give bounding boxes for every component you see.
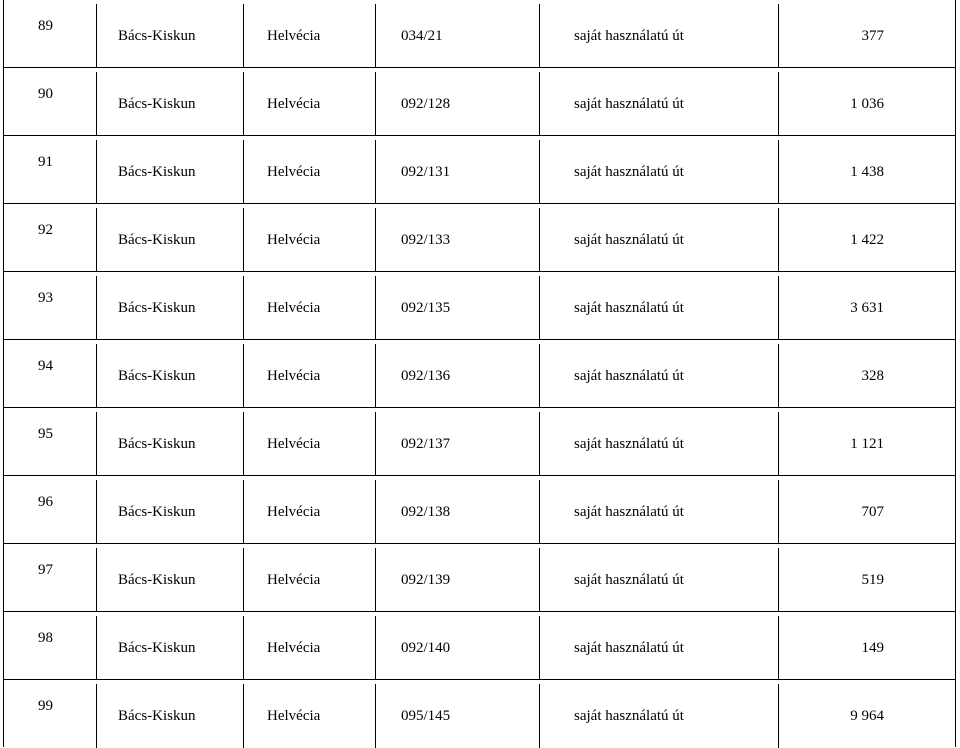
area-cell: 1 422 xyxy=(850,232,884,248)
table-row xyxy=(4,136,955,204)
column-divider xyxy=(539,276,540,339)
parcel-number-cell: 092/133 xyxy=(401,232,451,248)
column-divider xyxy=(243,480,244,543)
column-divider xyxy=(96,72,97,135)
column-divider xyxy=(375,276,376,339)
county-cell: Bács-Kiskun xyxy=(118,28,196,44)
column-divider xyxy=(96,548,97,611)
column-divider xyxy=(243,140,244,203)
area-cell: 377 xyxy=(861,28,884,44)
table-row xyxy=(4,408,955,476)
land-use-cell: saját használatú út xyxy=(574,300,684,316)
row-number: 94 xyxy=(38,358,53,374)
city-cell: Helvécia xyxy=(267,572,321,588)
column-divider xyxy=(778,4,779,67)
column-divider xyxy=(96,140,97,203)
row-number: 98 xyxy=(38,630,53,646)
county-cell: Bács-Kiskun xyxy=(118,96,196,112)
county-cell: Bács-Kiskun xyxy=(118,708,196,724)
column-divider xyxy=(243,548,244,611)
area-cell: 1 438 xyxy=(850,164,884,180)
column-divider xyxy=(96,276,97,339)
column-divider xyxy=(778,548,779,611)
column-divider xyxy=(375,548,376,611)
column-divider xyxy=(96,684,97,748)
area-cell: 519 xyxy=(861,572,884,588)
table-row xyxy=(4,544,955,612)
column-divider xyxy=(96,412,97,475)
land-use-cell: saját használatú út xyxy=(574,164,684,180)
column-divider xyxy=(539,4,540,67)
land-use-cell: saját használatú út xyxy=(574,232,684,248)
parcel-table xyxy=(3,0,956,747)
county-cell: Bács-Kiskun xyxy=(118,300,196,316)
row-number: 91 xyxy=(38,154,53,170)
city-cell: Helvécia xyxy=(267,368,321,384)
table-row xyxy=(4,680,955,748)
city-cell: Helvécia xyxy=(267,436,321,452)
column-divider xyxy=(375,4,376,67)
parcel-number-cell: 092/139 xyxy=(401,572,451,588)
city-cell: Helvécia xyxy=(267,640,321,656)
table-row xyxy=(4,272,955,340)
column-divider xyxy=(375,412,376,475)
area-cell: 1 121 xyxy=(850,436,884,452)
parcel-number-cell: 092/136 xyxy=(401,368,451,384)
parcel-number-cell: 092/131 xyxy=(401,164,451,180)
county-cell: Bács-Kiskun xyxy=(118,504,196,520)
column-divider xyxy=(243,276,244,339)
parcel-number-cell: 095/145 xyxy=(401,708,451,724)
city-cell: Helvécia xyxy=(267,708,321,724)
column-divider xyxy=(243,344,244,407)
area-cell: 707 xyxy=(861,504,884,520)
column-divider xyxy=(539,344,540,407)
city-cell: Helvécia xyxy=(267,232,321,248)
column-divider xyxy=(375,140,376,203)
column-divider xyxy=(539,684,540,748)
column-divider xyxy=(243,4,244,67)
column-divider xyxy=(375,344,376,407)
land-use-cell: saját használatú út xyxy=(574,96,684,112)
city-cell: Helvécia xyxy=(267,300,321,316)
land-use-cell: saját használatú út xyxy=(574,572,684,588)
area-cell: 3 631 xyxy=(850,300,884,316)
parcel-number-cell: 092/140 xyxy=(401,640,451,656)
column-divider xyxy=(96,344,97,407)
table-row xyxy=(4,204,955,272)
column-divider xyxy=(96,480,97,543)
table-row xyxy=(4,0,955,68)
column-divider xyxy=(375,72,376,135)
column-divider xyxy=(243,684,244,748)
land-use-cell: saját használatú út xyxy=(574,504,684,520)
row-number: 89 xyxy=(38,18,53,34)
column-divider xyxy=(778,616,779,679)
city-cell: Helvécia xyxy=(267,96,321,112)
row-number: 92 xyxy=(38,222,53,238)
county-cell: Bács-Kiskun xyxy=(118,164,196,180)
column-divider xyxy=(375,684,376,748)
land-use-cell: saját használatú út xyxy=(574,640,684,656)
column-divider xyxy=(243,72,244,135)
land-use-cell: saját használatú út xyxy=(574,708,684,724)
area-cell: 9 964 xyxy=(850,708,884,724)
city-cell: Helvécia xyxy=(267,28,321,44)
column-divider xyxy=(243,616,244,679)
column-divider xyxy=(375,208,376,271)
column-divider xyxy=(539,548,540,611)
column-divider xyxy=(375,480,376,543)
city-cell: Helvécia xyxy=(267,164,321,180)
table-row xyxy=(4,340,955,408)
row-number: 99 xyxy=(38,698,53,714)
county-cell: Bács-Kiskun xyxy=(118,232,196,248)
land-use-cell: saját használatú út xyxy=(574,436,684,452)
parcel-number-cell: 092/138 xyxy=(401,504,451,520)
row-number: 90 xyxy=(38,86,53,102)
column-divider xyxy=(778,412,779,475)
county-cell: Bács-Kiskun xyxy=(118,572,196,588)
column-divider xyxy=(243,412,244,475)
column-divider xyxy=(539,140,540,203)
column-divider xyxy=(778,140,779,203)
parcel-number-cell: 092/137 xyxy=(401,436,451,452)
column-divider xyxy=(539,72,540,135)
column-divider xyxy=(778,72,779,135)
parcel-number-cell: 034/21 xyxy=(401,28,443,44)
column-divider xyxy=(96,208,97,271)
row-number: 96 xyxy=(38,494,53,510)
parcel-number-cell: 092/135 xyxy=(401,300,451,316)
area-cell: 149 xyxy=(861,640,884,656)
land-use-cell: saját használatú út xyxy=(574,28,684,44)
row-number: 95 xyxy=(38,426,53,442)
column-divider xyxy=(778,276,779,339)
county-cell: Bács-Kiskun xyxy=(118,436,196,452)
parcel-number-cell: 092/128 xyxy=(401,96,451,112)
column-divider xyxy=(96,4,97,67)
column-divider xyxy=(778,684,779,748)
column-divider xyxy=(539,616,540,679)
county-cell: Bács-Kiskun xyxy=(118,368,196,384)
row-number: 93 xyxy=(38,290,53,306)
column-divider xyxy=(539,208,540,271)
column-divider xyxy=(778,480,779,543)
table-row xyxy=(4,68,955,136)
row-number: 97 xyxy=(38,562,53,578)
county-cell: Bács-Kiskun xyxy=(118,640,196,656)
column-divider xyxy=(96,616,97,679)
column-divider xyxy=(375,616,376,679)
city-cell: Helvécia xyxy=(267,504,321,520)
column-divider xyxy=(539,480,540,543)
land-use-cell: saját használatú út xyxy=(574,368,684,384)
area-cell: 328 xyxy=(861,368,884,384)
table-row xyxy=(4,476,955,544)
column-divider xyxy=(243,208,244,271)
area-cell: 1 036 xyxy=(850,96,884,112)
column-divider xyxy=(539,412,540,475)
column-divider xyxy=(778,344,779,407)
column-divider xyxy=(778,208,779,271)
table-row xyxy=(4,612,955,680)
